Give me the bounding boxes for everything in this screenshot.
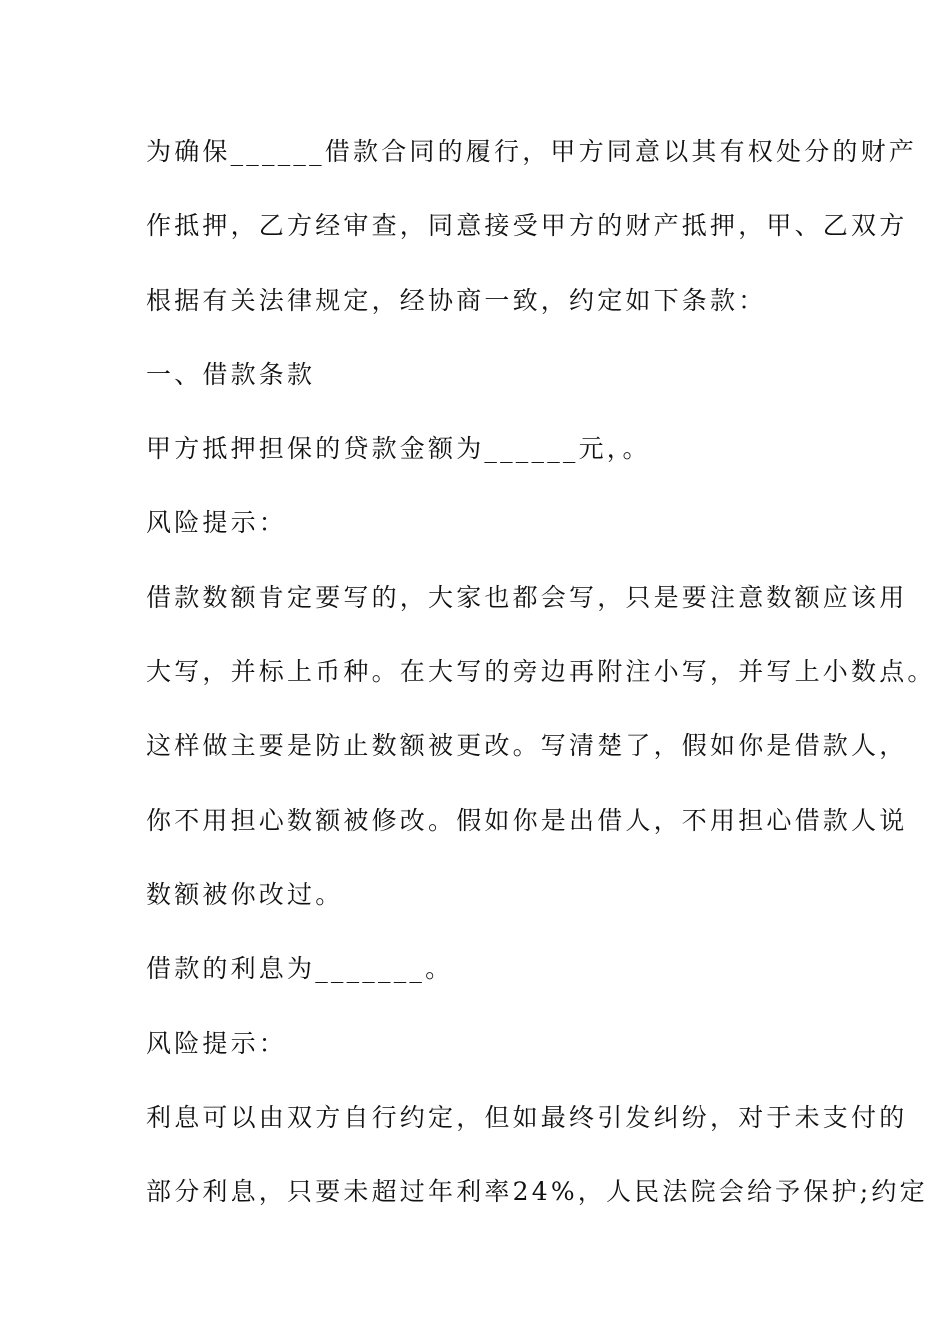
risk-tip-line-4: 你不用担心数额被修改。假如你是出借人，不用担心借款人说 xyxy=(146,806,908,835)
paragraph-line-1: 为确保______借款合同的履行，甲方同意以其有权处分的财产 xyxy=(146,137,918,166)
interest-line: 借款的利息为_______。 xyxy=(146,954,454,983)
risk-tip-heading: 风险提示： xyxy=(146,508,288,537)
paragraph-line-3: 根据有关法律规定，经协商一致，约定如下条款： xyxy=(146,286,767,315)
interest-tip-line-1: 利息可以由双方自行约定，但如最终引发纠纷，对于未支付的 xyxy=(146,1103,908,1132)
risk-tip-line-1: 借款数额肯定要写的，大家也都会写，只是要注意数额应该用 xyxy=(146,583,908,612)
interest-tip-line-2: 部分利息，只要未超过年利率24%，人民法院会给予保护;约定 xyxy=(146,1177,928,1206)
paragraph-line-2: 作抵押，乙方经审查，同意接受甲方的财产抵押，甲、乙双方 xyxy=(146,211,908,240)
section-heading: 一、借款条款 xyxy=(146,360,316,389)
risk-tip-line-3: 这样做主要是防止数额被更改。写清楚了，假如你是借款人， xyxy=(146,731,908,760)
risk-tip-heading-2: 风险提示： xyxy=(146,1029,288,1058)
risk-tip-line-5: 数额被你改过。 xyxy=(146,880,344,909)
risk-tip-line-2: 大写，并标上币种。在大写的旁边再附注小写，并写上小数点。 xyxy=(146,657,936,686)
loan-amount-line: 甲方抵押担保的贷款金额为______元，。 xyxy=(146,434,651,463)
